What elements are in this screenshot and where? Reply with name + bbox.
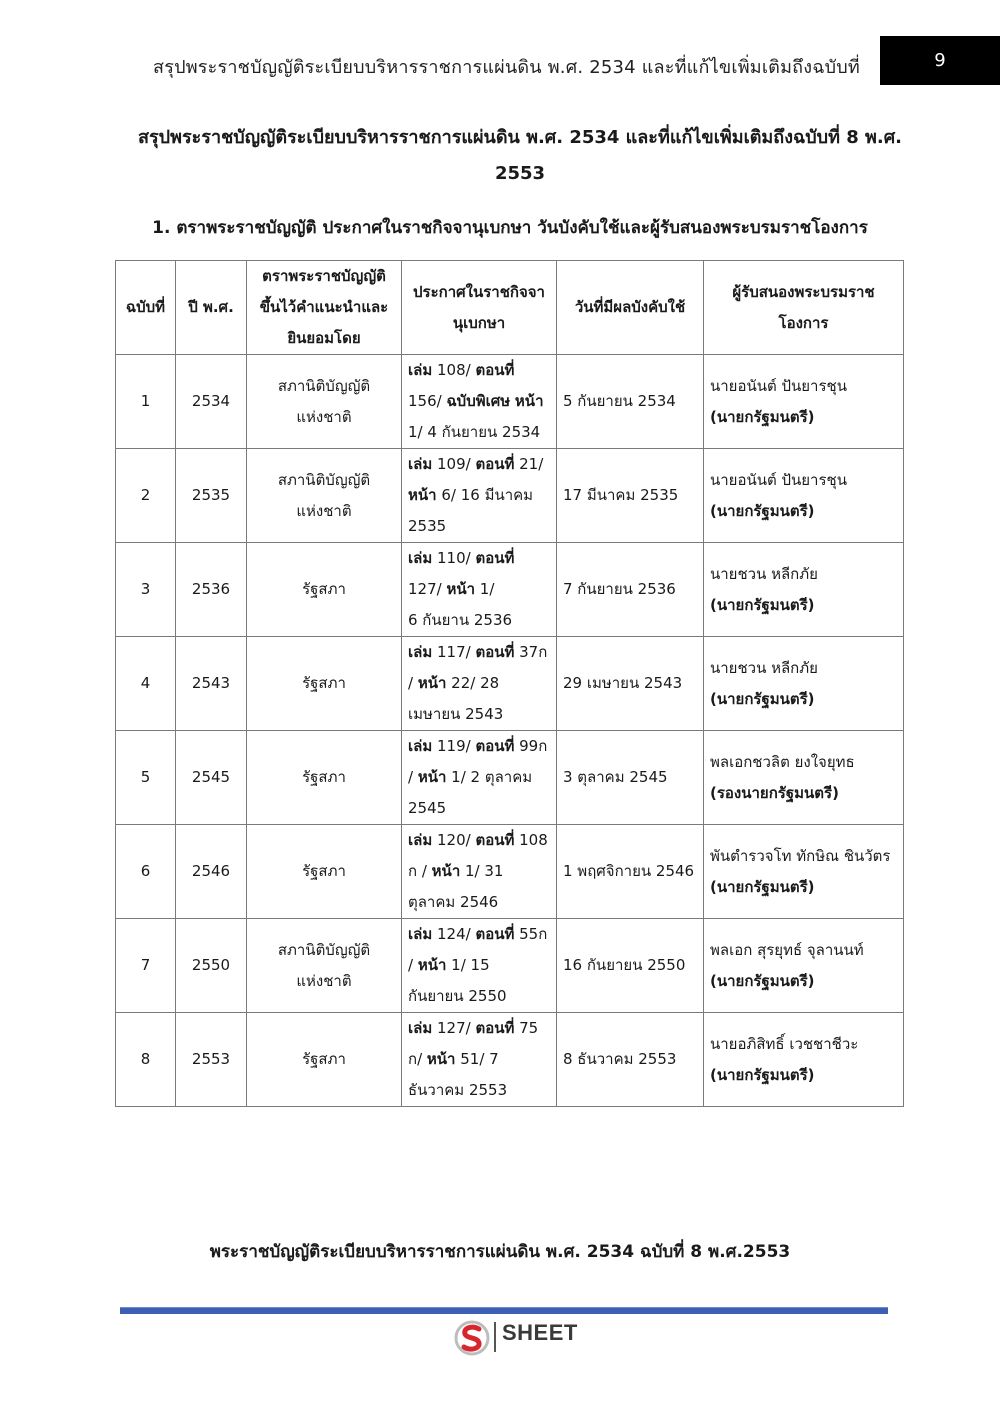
col-header-gazette-line: นุเบกษา [452,313,506,332]
cell-edition: 4 [116,637,176,731]
gazette-line: กันยายน 2550 [408,987,507,1005]
cell-gazette [402,1013,557,1107]
countersigner-name: พลเอก สุรยุทธ์ จุลานนท์ [710,940,864,959]
col-header-gazette-line: ประกาศในราชกิจจา [413,282,545,301]
cell-enacted-by [247,919,402,1013]
cell-enacted-by [247,1013,402,1107]
gazette-line: เล่ม 109/ ตอนที่ 21/ [408,455,544,473]
col-header-countersigner-line: โองการ [778,313,829,332]
cell-effective-date: 3 ตุลาคม 2545 [557,731,704,825]
gazette-line: 2535 [408,517,447,535]
enacted-by-line: รัฐสภา [302,1050,346,1068]
cell-countersigner [704,919,904,1013]
cell-effective-date: 16 กันยายน 2550 [557,919,704,1013]
cell-countersigner [704,825,904,919]
cell-countersigner [704,731,904,825]
logo-text: SHEET [502,1320,578,1345]
cell-countersigner [704,449,904,543]
countersigner-role: (นายกรัฐมนตรี) [710,1065,815,1084]
countersigner-name: นายชวน หลีกภัย [710,564,818,583]
cell-enacted-by [247,825,402,919]
enacted-by-line: แห่งชาติ [296,407,352,426]
document-title-line1: สรุปพระราชบัญญัติระเบียบบริหารราชการแผ่นดิน พ.ศ. 2534 และที่แก้ไขเพิ่มเติมถึงฉบับที่ 8 พ.ศ. [138,127,902,148]
gazette-line: ก / หน้า 1/ 31 [408,862,504,880]
cell-effective-date: 8 ธันวาคม 2553 [557,1013,704,1107]
cell-edition: 5 [116,731,176,825]
gazette-line: เล่ม 117/ ตอนที่ 37ก [408,643,548,661]
countersigner-role: (นายกรัฐมนตรี) [710,877,815,896]
document-title-line2: 2553 [494,163,546,184]
cell-year: 2534 [176,355,247,449]
gazette-line: เล่ม 108/ ตอนที่ [408,361,515,379]
countersigner-name: นายอนันต์ ปันยารชุน [710,470,847,489]
cell-countersigner [704,355,904,449]
cell-effective-date: 17 มีนาคม 2535 [557,449,704,543]
enacted-by-line: รัฐสภา [302,862,346,880]
enacted-by-line: รัฐสภา [302,580,346,598]
enacted-by-line: สภานิติบัญญัติ [277,376,371,395]
col-header-gazette [402,261,557,355]
cell-gazette [402,355,557,449]
cell-countersigner [704,543,904,637]
gazette-line: / หน้า 1/ 15 [408,956,490,974]
gazette-line: 1/ 4 กันยายน 2534 [408,423,541,441]
cell-effective-date: 7 กันยายน 2536 [557,543,704,637]
enacted-by-line: แห่งชาติ [296,501,352,520]
law-table-body [116,355,904,1107]
col-header-countersigner [704,261,904,355]
table-row [116,543,904,637]
enacted-by-line: รัฐสภา [302,674,346,692]
cell-edition: 1 [116,355,176,449]
table-row [116,919,904,1013]
logo-divider [494,1322,496,1352]
gazette-line: เมษายน 2543 [408,705,504,723]
cell-countersigner [704,1013,904,1107]
col-header-enacted-by-line: ยินยอมโดย [287,329,361,347]
col-header-countersigner-line: ผู้รับสนองพระบรมราช [732,282,875,301]
gazette-line: หน้า 6/ 16 มีนาคม [408,486,534,504]
col-header-edition: ฉบับที่ [116,261,176,355]
cell-gazette [402,731,557,825]
running-header: สรุปพระราชบัญญัติระเบียบบริหารราชการแผ่นดิน พ.ศ. 2534 และที่แก้ไขเพิ่มเติมถึงฉบับที่ [153,57,860,78]
table-row [116,355,904,449]
cell-enacted-by [247,449,402,543]
countersigner-role: (นายกรัฐมนตรี) [710,971,815,990]
countersigner-name: นายอภิสิทธิ์ เวชชาชีวะ [710,1034,859,1053]
cell-year: 2546 [176,825,247,919]
cell-countersigner [704,637,904,731]
cell-edition: 3 [116,543,176,637]
cell-enacted-by [247,637,402,731]
cell-enacted-by [247,355,402,449]
gazette-line: 127/ หน้า 1/ [408,580,495,598]
cell-gazette [402,919,557,1013]
enacted-by-line: สภานิติบัญญัติ [277,940,371,959]
cell-year: 2545 [176,731,247,825]
gazette-line: 2545 [408,799,447,817]
gazette-line: / หน้า 22/ 28 [408,674,500,692]
enacted-by-line: แห่งชาติ [296,971,352,990]
cell-year: 2553 [176,1013,247,1107]
cell-year: 2536 [176,543,247,637]
gazette-line: ธันวาคม 2553 [408,1081,508,1099]
cell-effective-date: 1 พฤศจิกายน 2546 [557,825,704,919]
countersigner-role: (นายกรัฐมนตรี) [710,501,815,520]
cell-edition: 2 [116,449,176,543]
gazette-line: เล่ม 120/ ตอนที่ 108 [408,831,548,849]
countersigner-name: พลเอกชวลิต ยงใจยุทธ [710,752,855,771]
cell-gazette [402,449,557,543]
gazette-line: ก/ หน้า 51/ 7 [408,1050,499,1068]
col-header-enacted-by-line: ตราพระราชบัญญัติ [262,267,386,285]
cell-edition: 6 [116,825,176,919]
gazette-line: ตุลาคม 2546 [408,893,499,911]
cell-year: 2543 [176,637,247,731]
footer-title: พระราชบัญญัติระเบียบบริหารราชการแผ่นดิน พ.ศ. 2534 ฉบับที่ 8 พ.ศ.2553 [209,1242,791,1262]
gazette-line: 6 กันยาน 2536 [408,611,513,629]
col-header-enacted-by [247,261,402,355]
cell-gazette [402,543,557,637]
cell-enacted-by [247,731,402,825]
col-header-effective-date: วันที่มีผลบังคับใช้ [557,261,704,355]
cell-edition: 7 [116,919,176,1013]
countersigner-role: (รองนายกรัฐมนตรี) [710,783,839,802]
cell-edition: 8 [116,1013,176,1107]
table-row [116,731,904,825]
cell-effective-date: 5 กันยายน 2534 [557,355,704,449]
table-row [116,449,904,543]
page-number: 9 [880,36,1000,85]
cell-effective-date: 29 เมษายน 2543 [557,637,704,731]
law-table [115,260,904,1107]
cell-gazette [402,637,557,731]
gazette-line: / หน้า 1/ 2 ตุลาคม [408,768,533,786]
sheet-store-logo [452,1318,582,1358]
countersigner-name: นายชวน หลีกภัย [710,658,818,677]
gazette-line: เล่ม 124/ ตอนที่ 55ก [408,925,548,943]
cell-year: 2550 [176,919,247,1013]
section-heading: 1. ตราพระราชบัญญัติ ประกาศในราชกิจจานุเบกษา วันบังคับใช้และผู้รับสนองพระบรมราชโองการ [152,218,868,238]
countersigner-role: (นายกรัฐมนตรี) [710,689,815,708]
countersigner-name: พันตำรวจโท ทักษิณ ชินวัตร [710,846,891,865]
gazette-line: เล่ม 127/ ตอนที่ 75 [408,1019,539,1037]
gazette-line: เล่ม 119/ ตอนที่ 99ก [408,737,548,755]
sheet-store-s-icon [452,1318,492,1358]
gazette-line: เล่ม 110/ ตอนที่ [408,549,515,567]
gazette-line: 156/ ฉบับพิเศษ หน้า [408,392,544,410]
countersigner-role: (นายกรัฐมนตรี) [710,407,815,426]
table-row [116,1013,904,1107]
table-header-row [116,261,904,355]
table-row [116,825,904,919]
enacted-by-line: รัฐสภา [302,768,346,786]
cell-gazette [402,825,557,919]
col-header-year: ปี พ.ศ. [176,261,247,355]
cell-year: 2535 [176,449,247,543]
countersigner-role: (นายกรัฐมนตรี) [710,595,815,614]
col-header-enacted-by-line: ขึ้นไว้คำแนะนำและ [259,298,389,316]
table-row [116,637,904,731]
footer-rule [120,1307,888,1314]
cell-enacted-by [247,543,402,637]
enacted-by-line: สภานิติบัญญัติ [277,470,371,489]
document-title [110,120,930,192]
countersigner-name: นายอนันต์ ปันยารชุน [710,376,847,395]
